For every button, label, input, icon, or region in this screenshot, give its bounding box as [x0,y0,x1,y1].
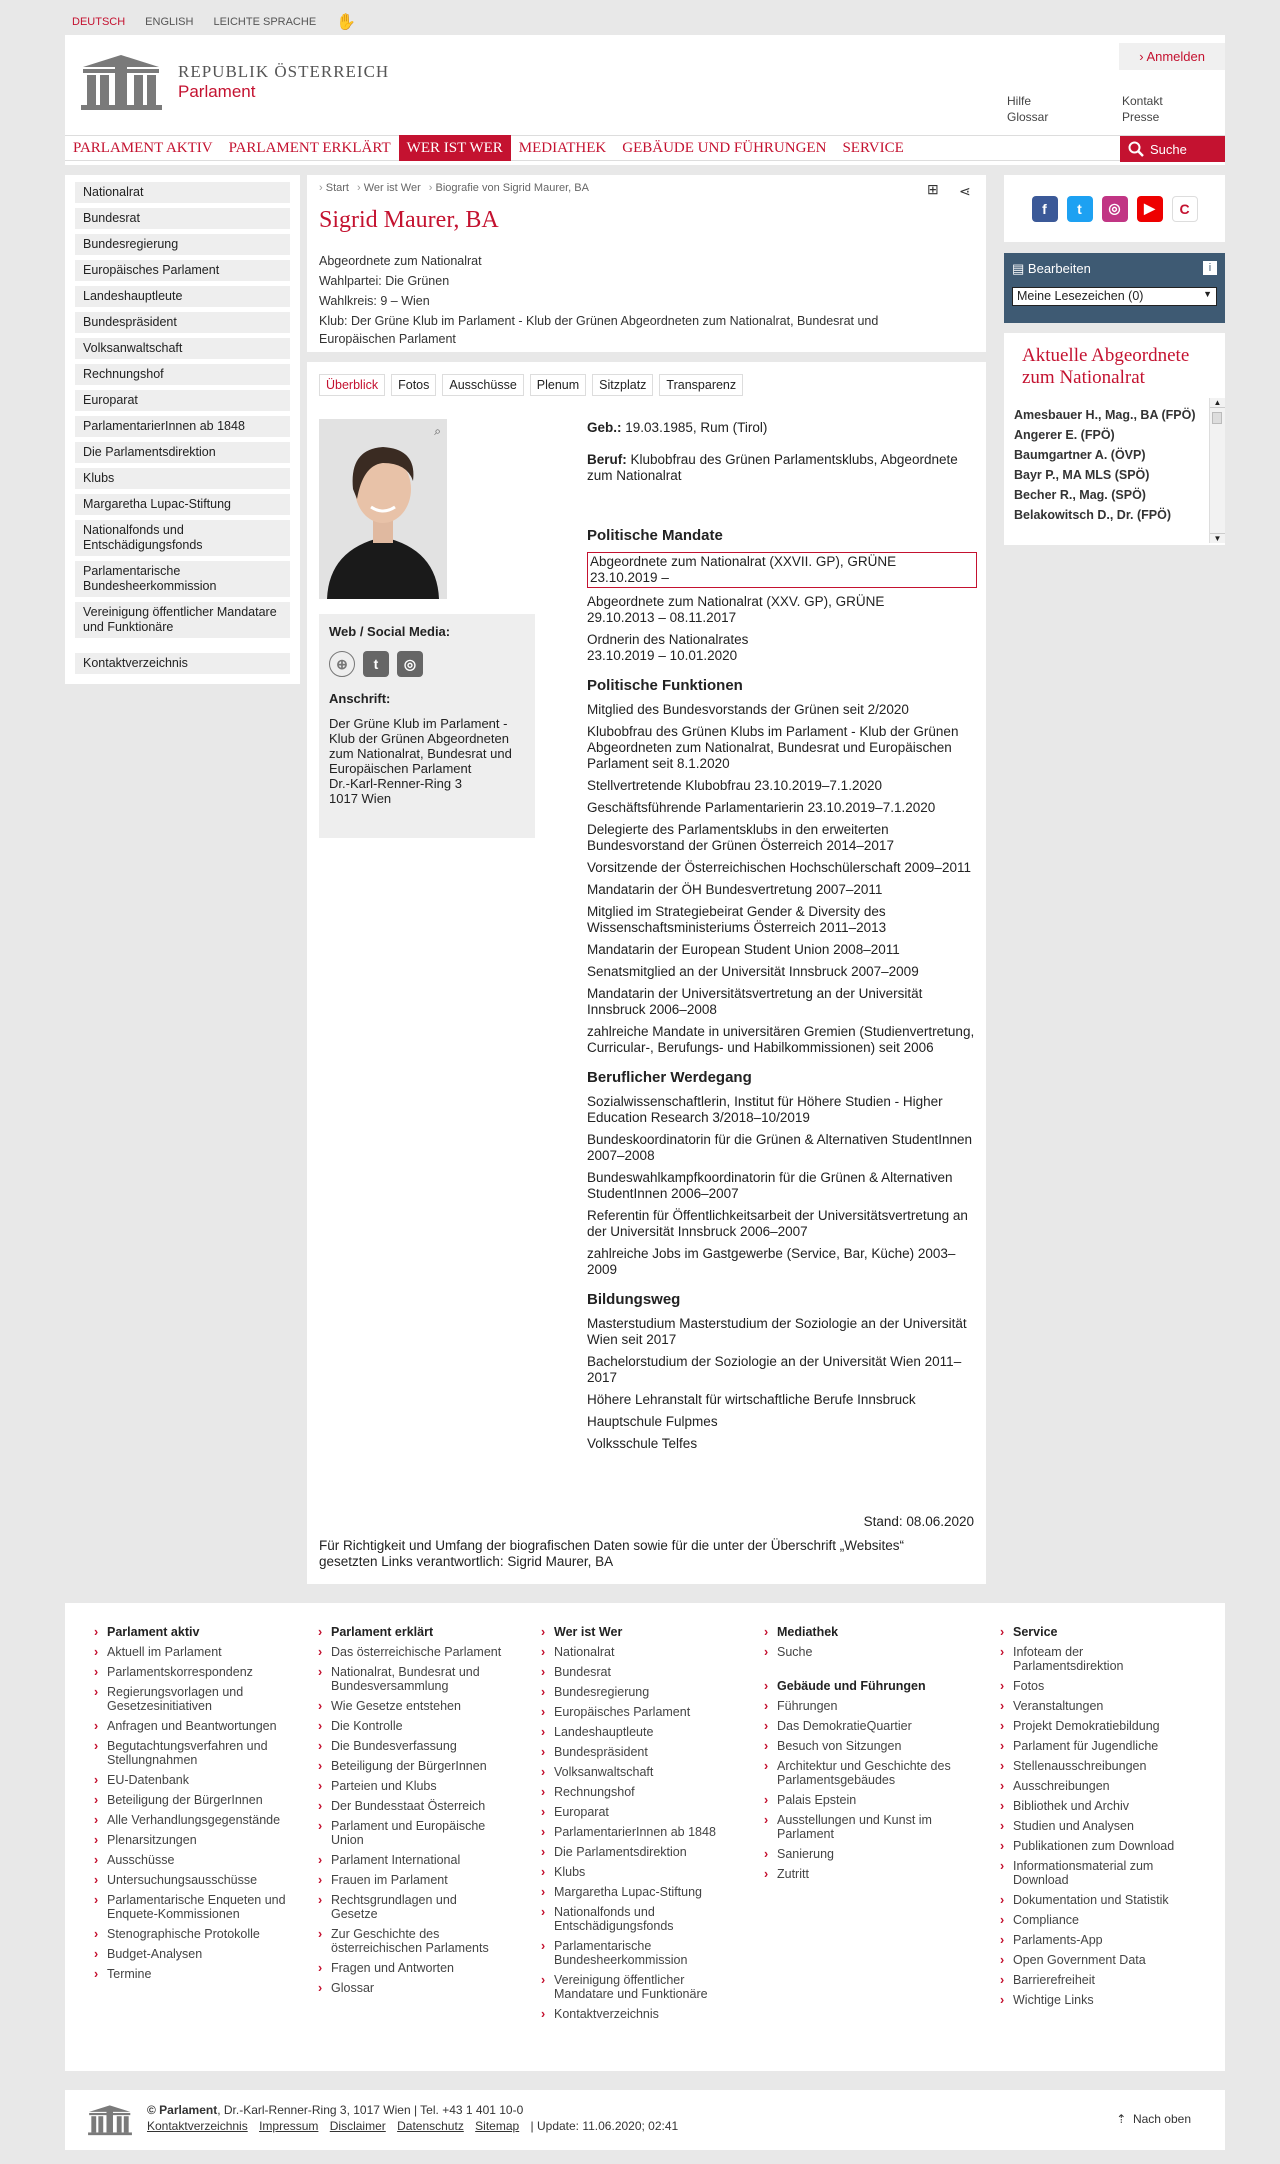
footer-link[interactable]: › ParlamentarierInnen ab 1848 [554,1825,729,1839]
education-list [587,1316,977,1452]
footer-heading[interactable]: › Gebäude und Führungen [777,1679,962,1693]
functions-heading: Politische Funktionen [587,677,743,694]
footer-link[interactable]: › Ausschreibungen [1013,1779,1193,1793]
help-links [1007,93,1048,125]
footer-link[interactable]: › Das DemokratieQuartier [777,1719,962,1733]
profile-role: Abgeordnete zum Nationalrat [319,254,482,268]
bottom-bar [65,2090,1225,2150]
member-item[interactable]: Amesbauer H., Mag., BA (FPÖ) [1014,408,1196,422]
footer-link[interactable]: › Budget-Analysen [107,1947,297,1961]
footer-col-mediathek [777,1625,962,1887]
footer-link[interactable]: › Parteien und Klubs [331,1779,506,1793]
login-label: Anmelden [1146,49,1205,64]
login-button[interactable]: › Anmelden [1119,43,1225,70]
twitter-icon[interactable]: t [1067,196,1093,222]
mandates-list [587,552,977,664]
sidebar-item[interactable]: Klubs [75,468,290,489]
footer-link[interactable]: › Parlamentskorrespondenz [107,1665,297,1679]
footer-link[interactable]: › Publikationen zum Download [1013,1839,1193,1853]
nav-parlament-aktiv[interactable]: PARLAMENT AKTIV [73,140,213,156]
function-item: Mitglied des Bundesvorstands der Grünen seit 2/2020 [587,702,909,717]
footer-link[interactable]: › Termine [107,1967,297,1981]
search-icon [1128,141,1144,157]
profession-label: Beruf: [587,452,627,467]
footer-link[interactable]: › Die Kontrolle [331,1719,506,1733]
footer-link[interactable]: › Parlamentarische Enqueten und Enquete-Kommissionen [107,1893,297,1921]
footer-link[interactable]: › Parlament International [331,1853,506,1867]
instagram-icon[interactable]: ◎ [397,651,423,677]
footer-link[interactable]: › Der Bundesstaat Österreich [331,1799,506,1813]
copyright: © Parlament [147,2103,218,2117]
member-item[interactable]: Belakowitsch D., Dr. (FPÖ) [1014,508,1171,522]
mandate-title: Ordnerin des Nationalrates [587,632,749,647]
footer-link[interactable]: › Regierungsvorlagen und Gesetzesinitiativen [107,1685,297,1713]
tab-transparenz[interactable]: Transparenz [659,374,743,396]
mandate-period: 23.10.2019 – [590,570,669,585]
sidebar-item[interactable]: Rechnungshof [75,364,290,385]
tab-ausschuesse[interactable]: Ausschüsse [442,374,523,396]
footer-link[interactable]: › Nationalrat, Bundesrat und Bundesversammlung [331,1665,506,1693]
footer-link[interactable]: › Stenographische Protokolle [107,1927,297,1941]
footer-link[interactable]: › Projekt Demokratiebildung [1013,1719,1193,1733]
sidebar-item[interactable]: Nationalfonds und Entschädigungsfonds [75,520,290,556]
nav-parlament-erklaert[interactable]: PARLAMENT ERKLÄRT [228,140,391,156]
page-title: Sigrid Maurer, BA [319,207,499,233]
bookmark-icon: ▤ [1012,261,1025,276]
footer-link[interactable]: › Bundesregierung [554,1685,729,1699]
birth-value: 19.03.1985, Rum (Tirol) [625,420,768,435]
footer-link[interactable]: › Volksanwaltschaft [554,1765,729,1779]
sidebar-item[interactable]: Landeshauptleute [75,286,290,307]
career-item: Referentin für Öffentlichkeitsarbeit der Universitätsvertretung an der Universität Innsbruck 2006–2007 [587,1208,968,1239]
glossary-link[interactable]: Glossar [1007,110,1049,124]
bottom-address: , Dr.-Karl-Renner-Ring 3, 1017 Wien | Tel. +43 1 401 10-0 [217,2103,524,2117]
parliament-logo-icon [79,53,164,111]
link-datenschutz[interactable]: Datenschutz [397,2119,464,2133]
back-to-top[interactable] [1116,2112,1191,2126]
link-sitemap[interactable]: Sitemap [475,2119,520,2133]
footer-link[interactable]: › Plenarsitzungen [107,1833,297,1847]
sidebar-item[interactable]: Europarat [75,390,290,411]
footer-link[interactable]: › Untersuchungsausschüsse [107,1873,297,1887]
footer-link[interactable]: › EU-Datenbank [107,1773,297,1787]
bookmark-edit-label[interactable]: Bearbeiten [1027,261,1091,276]
footer-link[interactable]: › Parlamentarische Bundesheerkommission [554,1939,729,1967]
footer-link[interactable]: › Stellenausschreibungen [1013,1759,1193,1773]
profile-tabs [319,374,743,396]
footer-link[interactable]: › Zur Geschichte des österreichischen Parlaments [331,1927,506,1955]
footer-link[interactable]: › Parlament und Europäische Union [331,1819,506,1847]
education-item: Hauptschule Fulpmes [587,1414,718,1429]
members-panel-title: Aktuelle Abgeordnete zum Nationalrat [1022,345,1190,388]
footer-gap [777,1665,962,1679]
nav-mediathek[interactable]: MEDIATHEK [518,140,607,156]
arrow-up-icon: ⇡ [1116,2112,1127,2126]
social-box [319,614,535,838]
footer-link[interactable]: › Informationsmaterial zum Download [1013,1859,1193,1887]
footer-link[interactable]: › Anfragen und Beantwortungen [107,1719,297,1733]
disclaimer-text: Für Richtigkeit und Umfang der biografischen Daten sowie für die unter der Überschrift „Websites“ gesetzten Links verantwortlich: Sigrid Maurer, BA [319,1538,905,1569]
lang-leichte-sprache[interactable]: LEICHTE SPRACHE [213,16,317,28]
footer-link[interactable]: › Die Parlamentsdirektion [554,1845,729,1859]
footer-link[interactable]: › Frauen im Parlament [331,1873,506,1887]
nav-service[interactable]: SERVICE [842,140,904,156]
nav-wer-ist-wer[interactable]: WER IST WER [399,135,511,161]
tab-sitzplatz[interactable]: Sitzplatz [592,374,653,396]
sidebar-item[interactable]: Die Parlamentsdirektion [75,442,290,463]
footer-link[interactable]: › Nationalrat [554,1645,729,1659]
function-item: Klubobfrau des Grünen Klubs im Parlament - Klub der Grünen Abgeordneten zum Nationalrat, Bundesrat und Europäischen Parlament seit 8.1.2020 [587,724,959,771]
profile-header-card [307,175,986,352]
footer-col-parlament-erklaert [331,1625,506,2001]
parliament-app-icon[interactable]: C [1172,196,1198,222]
facebook-icon[interactable]: f [1032,196,1058,222]
footer-link[interactable]: › Alle Verhandlungsgegenstände [107,1813,297,1827]
footer-link[interactable]: › Landeshauptleute [554,1725,729,1739]
mandates-heading: Politische Mandate [587,527,723,544]
profile-constituency: Wahlkreis: 9 – Wien [319,294,430,308]
mandate-period: 23.10.2019 – 10.01.2020 [587,648,738,663]
zoom-icon[interactable]: ⌕ [434,424,441,438]
footer-link[interactable]: › Vereinigung öffentlicher Mandatare und Funktionäre [554,1973,729,2001]
footer-link[interactable]: › Beteiligung der BürgerInnen [331,1759,506,1773]
member-item[interactable]: Bayr P., MA MLS (SPÖ) [1014,468,1150,482]
footer-link[interactable]: › Parlament für Jugendliche [1013,1739,1193,1753]
footer-link[interactable]: › Architektur und Geschichte des Parlamentsgebäudes [777,1759,962,1787]
member-item[interactable]: Becher R., Mag. (SPÖ) [1014,488,1146,502]
profile-party: Wahlpartei: Die Grünen [319,274,450,288]
footer-link[interactable]: › Fragen und Antworten [331,1961,506,1975]
footer-link[interactable]: › Wichtige Links [1013,1993,1193,2007]
breadcrumb-wer-ist-wer[interactable]: › Wer ist Wer [357,182,421,194]
language-bar [72,12,356,32]
career-item: Bundeswahlkampfkoordinatorin für die Grünen & Alternativen StudentInnen 2006–2007 [587,1170,953,1201]
tab-ueberblick[interactable]: Überblick [319,374,385,396]
sidebar-item[interactable]: ParlamentarierInnen ab 1848 [75,416,290,437]
footer-col-wer-ist-wer [554,1625,729,2027]
mandate-title: Abgeordnete zum Nationalrat (XXVII. GP), GRÜNE [590,554,897,569]
nav-gebaeude[interactable]: GEBÄUDE UND FÜHRUNGEN [622,140,827,156]
address-heading: Anschrift: [329,691,391,706]
footer-link[interactable]: › Ausstellungen und Kunst im Parlament [777,1813,962,1841]
sidebar-item[interactable]: Volksanwaltschaft [75,338,290,359]
function-item: Mandatarin der European Student Union 2008–2011 [587,942,900,957]
footer-link[interactable]: › Parlaments-App [1013,1933,1193,1947]
members-scrollbar[interactable] [1209,398,1225,543]
footer-link[interactable]: › Nationalfonds und Entschädigungsfonds [554,1905,729,1933]
education-item: Bachelorstudium der Soziologie an der Universität Wien 2011–2017 [587,1354,962,1385]
instagram-icon[interactable]: ◎ [1102,196,1128,222]
breadcrumb-start[interactable]: › Start [319,182,349,194]
footer-link[interactable]: › Zutritt [777,1867,962,1881]
footer-link[interactable]: › Europarat [554,1805,729,1819]
left-sidebar [65,175,300,684]
bookmark-select-value: Meine Lesezeichen (0) [1017,289,1144,303]
footer [65,1603,1225,2071]
footer-link[interactable]: › Beteiligung der BürgerInnen [107,1793,297,1807]
link-impressum[interactable]: Impressum [259,2119,319,2133]
sidebar-item[interactable]: Parlamentarische Bundesheerkommission [75,561,290,597]
sidebar-item[interactable]: Vereinigung öffentlicher Mandatare und Funktionäre [75,602,290,638]
function-item: Mitglied im Strategiebeirat Gender & Diversity des Wissenschaftsministeriums Österreich 2011–2013 [587,904,887,935]
help-link[interactable]: Hilfe [1007,94,1032,108]
function-item: Mandatarin der Universitätsvertretung an der Universität Innsbruck 2006–2008 [587,986,923,1017]
footer-link[interactable]: › Suche [777,1645,962,1659]
function-item: Mandatarin der ÖH Bundesvertretung 2007–2011 [587,882,883,897]
mandate-item [587,552,977,588]
contact-link[interactable]: Kontakt [1122,94,1163,108]
scroll-up-icon[interactable]: ▲ [1210,398,1225,408]
lang-english[interactable]: ENGLISH [145,16,194,28]
sidebar-item[interactable]: Nationalrat [75,182,290,203]
bottom-info [147,2102,678,2134]
logo[interactable] [79,53,389,111]
footer-link[interactable]: › Rechnungshof [554,1785,729,1799]
bookmark-panel [1004,253,1225,323]
profile-club: Klub: Der Grüne Klub im Parlament - Klub der Grünen Abgeordneten zum Nationalrat, Bundesrat und Europäischen Parlament [319,314,879,346]
footer-link[interactable]: › Open Government Data [1013,1953,1193,1967]
footer-link[interactable]: › Sanierung [777,1847,962,1861]
footer-link[interactable]: › Klubs [554,1865,729,1879]
footer-link[interactable]: › Dokumentation und Statistik [1013,1893,1193,1907]
footer-link[interactable]: › Palais Epstein [777,1793,962,1807]
footer-link[interactable]: › Studien und Analysen [1013,1819,1193,1833]
last-updated: Stand: 08.06.2020 [863,1514,974,1529]
footer-link[interactable]: › Wie Gesetze entstehen [331,1699,506,1713]
function-item: zahlreiche Mandate in universitären Gremien (Studienvertretung, Curricular-, Berufungs- und Habilkommissionen) seit 2006 [587,1024,975,1055]
education-item: Masterstudium Masterstudium der Soziologie an der Universität Wien seit 2017 [587,1316,967,1347]
twitter-icon[interactable]: t [363,651,389,677]
profile-details [587,420,977,1458]
mandate-period: 29.10.2013 – 08.11.2017 [587,610,737,625]
footer-col-service [1013,1625,1193,2013]
member-item[interactable]: Baumgartner A. (ÖVP) [1014,448,1146,462]
sidebar-item[interactable]: Europäisches Parlament [75,260,290,281]
education-heading: Bildungsweg [587,1291,681,1308]
bookmark-header [1012,261,1217,277]
logo-subtitle: Parlament [178,82,256,101]
education-item: Höhere Lehranstalt für wirtschaftliche Berufe Innsbruck [587,1392,916,1407]
breadcrumb [319,182,589,194]
birth-info [587,420,977,436]
member-item[interactable]: Angerer E. (FPÖ) [1014,428,1115,442]
footer-col-parlament-aktiv [107,1625,297,1987]
footer-link[interactable]: › Bundesrat [554,1665,729,1679]
footer-link[interactable]: › Bundespräsident [554,1745,729,1759]
career-list [587,1094,977,1278]
tab-plenum[interactable]: Plenum [530,374,586,396]
function-item: Vorsitzende der Österreichischen Hochschülerschaft 2009–2011 [587,860,971,875]
sidebar-item[interactable]: Bundesrat [75,208,290,229]
youtube-icon[interactable]: ▶ [1137,196,1163,222]
address-text: Der Grüne Klub im Parlament - Klub der Grünen Abgeordneten zum Nationalrat, Bundesrat und Europäischen Parlament Dr.-Karl-Renner-Ring 3 1017 Wien [329,716,512,806]
footer-link[interactable]: › Infoteam der Parlamentsdirektion [1013,1645,1193,1673]
footer-heading[interactable]: › Parlament aktiv [107,1625,297,1639]
profile-summary [319,252,939,350]
lang-deutsch[interactable]: DEUTSCH [72,16,126,28]
tab-fotos[interactable]: Fotos [391,374,436,396]
career-item: zahlreiche Jobs im Gastgewerbe (Service, Bar, Küche) 2003–2009 [587,1246,956,1277]
footer-link[interactable]: › Führungen [777,1699,962,1713]
scroll-thumb[interactable] [1212,412,1222,424]
scroll-down-icon[interactable]: ▼ [1210,533,1225,543]
update-date: | Update: 11.06.2020; 02:41 [530,2119,679,2133]
career-item: Sozialwissenschaftlerin, Institut für Höhere Studien - Higher Education Research 3/2018–10/2019 [587,1094,943,1125]
footer-link[interactable]: › Barrierefreiheit [1013,1973,1193,1987]
bookmark-add-icon[interactable]: ⊞ [927,181,939,197]
mandate-item [587,594,977,626]
share-icon[interactable]: ⋖ [959,183,971,199]
search-label: Suche [1150,141,1187,157]
sidebar-item[interactable]: Bundesregierung [75,234,290,255]
header [65,35,1225,165]
social-heading: Web / Social Media: [329,624,451,639]
footer-link[interactable]: › Rechtsgrundlagen und Gesetze [331,1893,506,1921]
footer-link[interactable]: › Kontaktverzeichnis [554,2007,729,2021]
back-to-top-label: Nach oben [1132,2112,1191,2126]
footer-link[interactable]: › Aktuell im Parlament [107,1645,297,1659]
footer-link[interactable]: › Das österreichische Parlament [331,1645,506,1659]
link-kontaktverzeichnis[interactable]: Kontaktverzeichnis [147,2119,248,2133]
social-links [1004,175,1225,242]
main-nav [65,135,1225,161]
footer-link[interactable]: › Ausschüsse [107,1853,297,1867]
sidebar-item[interactable]: Bundespräsident [75,312,290,333]
career-item: Bundeskoordinatorin für die Grünen & Alternativen StudentInnen 2007–2008 [587,1132,973,1163]
profile-content-card [307,362,986,1584]
website-icon[interactable]: ⊕ [329,651,355,677]
mandate-item [587,632,977,664]
footer-link[interactable]: › Bibliothek und Archiv [1013,1799,1193,1813]
members-list [1014,408,1204,528]
link-disclaimer[interactable]: Disclaimer [329,2119,386,2133]
press-link[interactable]: Presse [1122,110,1160,124]
footer-heading[interactable]: › Parlament erklärt [331,1625,506,1639]
footer-link[interactable]: › Fotos [1013,1679,1193,1693]
footer-heading[interactable]: › Service [1013,1625,1193,1639]
logo-title: REPUBLIK ÖSTERREICH [178,62,390,81]
contact-links [1122,93,1163,125]
footer-link[interactable]: › Die Bundesverfassung [331,1739,506,1753]
footer-link[interactable]: › Begutachtungsverfahren und Stellungnahmen [107,1739,297,1767]
footer-heading[interactable]: › Mediathek [777,1625,962,1639]
education-item: Volksschule Telfes [587,1436,698,1451]
function-item: Stellvertretende Klubobfrau 23.10.2019–7.1.2020 [587,778,882,793]
functions-list [587,702,977,1056]
footer-link[interactable]: › Compliance [1013,1913,1193,1927]
career-heading: Beruflicher Werdegang [587,1069,752,1086]
chevron-down-icon: ▼ [1203,289,1212,299]
function-item: Senatsmitglied an der Universität Innsbruck 2007–2009 [587,964,919,979]
breadcrumb-current: › Biografie von Sigrid Maurer, BA [429,182,589,194]
footer-heading[interactable]: › Wer ist Wer [554,1625,729,1639]
parliament-logo-icon [87,2104,133,2136]
function-item: Delegierte des Parlamentsklubs in den erweiterten Bundesvorstand der Grünen Österreich 2014–2017 [587,822,894,853]
function-item: Geschäftsführende Parlamentarierin 23.10.2019–7.1.2020 [587,800,936,815]
birth-label: Geb.: [587,420,622,435]
portrait-image [319,419,447,599]
profile-photo[interactable] [319,419,447,599]
sidebar-item-kontaktverzeichnis[interactable]: Kontaktverzeichnis [75,653,290,674]
footer-link[interactable]: › Veranstaltungen [1013,1699,1193,1713]
sidebar-item[interactable]: Margaretha Lupac-Stiftung [75,494,290,515]
search-button[interactable] [1120,136,1225,162]
bookmark-select[interactable] [1012,287,1217,306]
sign-language-icon[interactable]: ✋ [336,14,357,31]
mandate-title: Abgeordnete zum Nationalrat (XXV. GP), GRÜNE [587,594,885,609]
sidebar-separator [75,638,290,648]
footer-link[interactable]: › Besuch von Sitzungen [777,1739,962,1753]
footer-link[interactable]: › Glossar [331,1981,506,1995]
footer-link[interactable]: › Margaretha Lupac-Stiftung [554,1885,729,1899]
footer-link[interactable]: › Europäisches Parlament [554,1705,729,1719]
current-members-panel [1004,333,1225,545]
info-icon[interactable]: i [1203,261,1217,275]
profession-info [587,452,977,484]
profession-value: Klubobfrau des Grünen Parlamentsklubs, Abgeordnete zum Nationalrat [587,452,958,483]
